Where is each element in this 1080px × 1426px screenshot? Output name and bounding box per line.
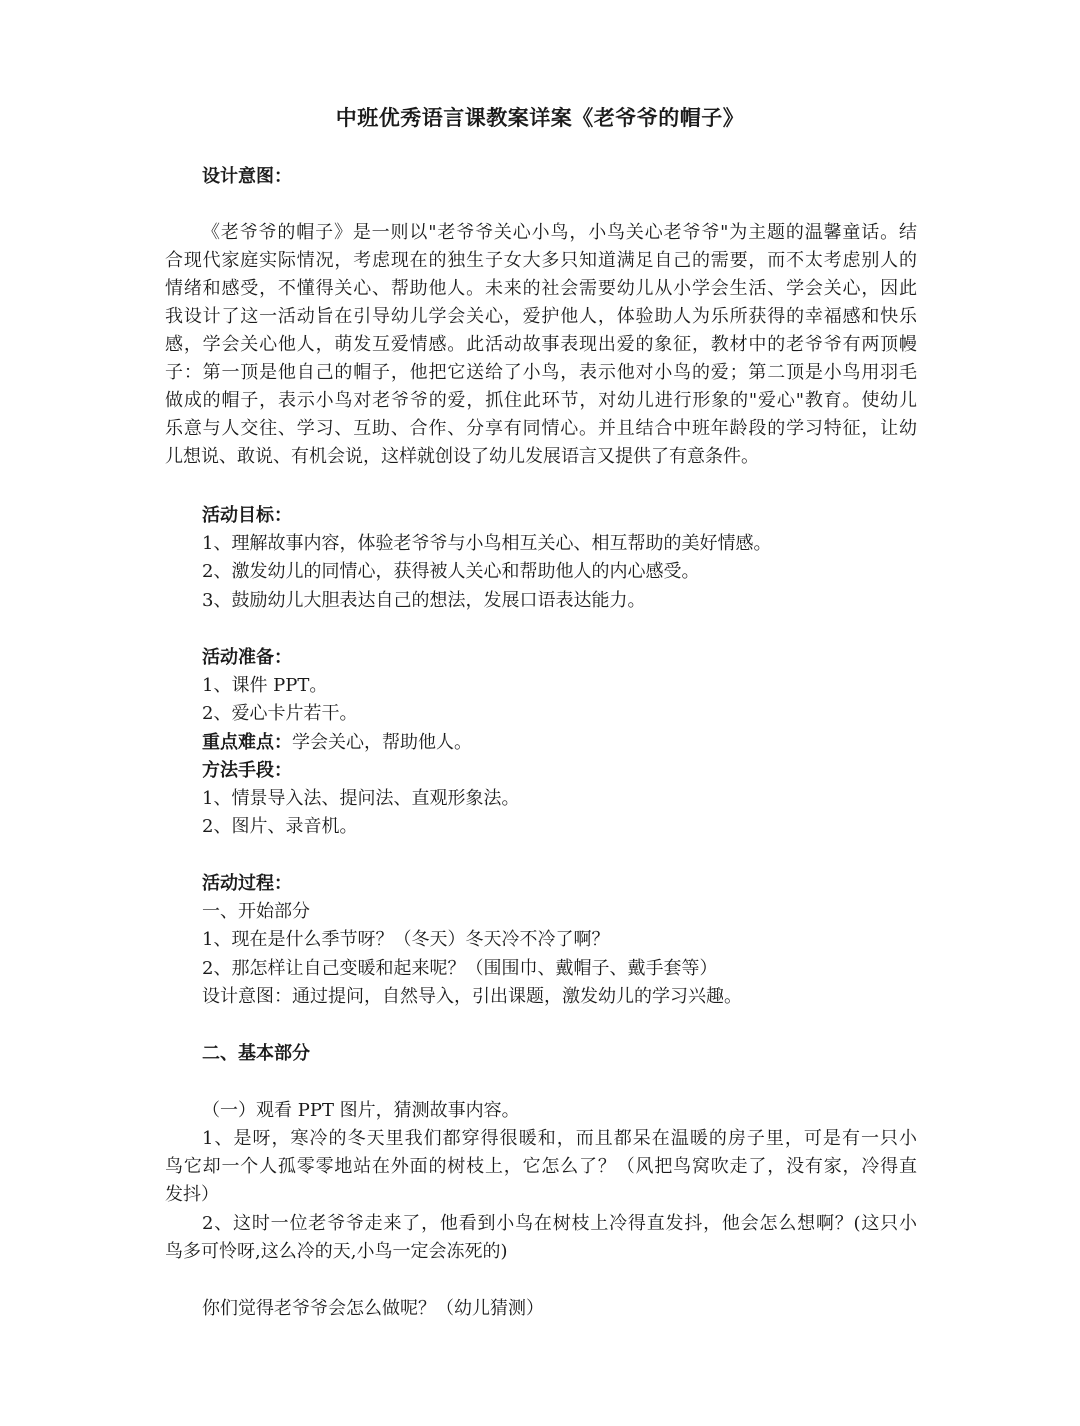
methods-heading: 方法手段：: [202, 760, 292, 781]
part1-title: 一、开始部分: [202, 901, 310, 922]
design-intent-line: 感，学会关心他人，萌发互爱情感。此活动故事表现出爱的象征，教材中的老爷爷有两顶幔: [165, 334, 917, 355]
question-line: 鸟它却一个人孤零零地站在外面的树枝上，它怎么了？（风把鸟窝吹走了，没有家，冷得直: [165, 1156, 917, 1177]
question-line: 1、是呀，寒冷的冬天里我们都穿得很暖和，而且都呆在温暖的房子里，可是有一只小: [202, 1128, 917, 1149]
part1-item: 设计意图：通过提问，自然导入，引出课题，激发幼儿的学习兴趣。: [202, 986, 742, 1007]
question-line: 2、这时一位老爷爷走来了，他看到小鸟在树枝上冷得直发抖，他会怎么想啊？(这只小: [202, 1213, 917, 1234]
design-intent-line: 合现代家庭实际情况，考虑现在的独生子女大多只知道满足自己的需要，而不太考虑别人的: [165, 250, 917, 271]
design-intent-line: 情绪和感受，不懂得关心、帮助他人。未来的社会需要幼儿从小学会生活、学会关心，因此: [165, 278, 917, 299]
part1-item: 2、那怎样让自己变暖和起来呢？（围围巾、戴帽子、戴手套等）: [202, 958, 718, 979]
key-point-line: [202, 729, 472, 757]
design-intent-line: 我设计了这一活动旨在引导幼儿学会关心，爱护他人，体验助人为乐所获得的幸福感和快乐: [165, 306, 917, 327]
preparation-item: 2、爱心卡片若干。: [202, 703, 358, 724]
document-title: 中班优秀语言课教案详案《老爷爷的帽子》: [335, 105, 745, 130]
question-line: 你们觉得老爷爷会怎么做呢？（幼儿猜测）: [202, 1298, 544, 1319]
design-intent-line: 做成的帽子，表示小鸟对老爷爷的爱，抓住此环节，对幼儿进行形象的"爱心"教育。使幼儿: [165, 390, 917, 411]
question-line: 鸟多可怜呀,这么冷的天,小鸟一定会冻死的): [165, 1241, 508, 1262]
goal-item: 3、鼓励幼儿大胆表达自己的想法，发展口语表达能力。: [202, 590, 646, 611]
key-point-label: 重点难点：: [202, 732, 292, 753]
key-point-text: 学会关心，帮助他人。: [292, 732, 472, 753]
question-line: 发抖）: [165, 1184, 219, 1205]
design-intent-line: 子：第一顶是他自己的帽子，他把它送给了小鸟，表示他对小鸟的爱；第二顶是小鸟用羽毛: [165, 362, 917, 383]
process-heading: 活动过程：: [202, 873, 292, 894]
sub-section-title: （一）观看 PPT 图片，猜测故事内容。: [202, 1100, 520, 1121]
part2-title: 二、基本部分: [202, 1043, 310, 1064]
method-item: 2、图片、录音机。: [202, 816, 358, 837]
design-intent-heading: 设计意图：: [202, 166, 292, 187]
part1-item: 1、现在是什么季节呀？（冬天）冬天冷不冷了啊？: [202, 929, 610, 950]
preparation-item: 1、课件 PPT。: [202, 675, 328, 696]
goal-item: 1、理解故事内容，体验老爷爷与小鸟相互关心、相互帮助的美好情感。: [202, 533, 772, 554]
design-intent-line: 儿想说、敢说、有机会说，这样就创设了幼儿发展语言又提供了有意条件。: [165, 446, 759, 467]
goal-item: 2、激发幼儿的同情心，获得被人关心和帮助他人的内心感受。: [202, 561, 700, 582]
method-item: 1、情景导入法、提问法、直观形象法。: [202, 788, 520, 809]
design-intent-line: 《老爷爷的帽子》是一则以"老爷爷关心小鸟，小鸟关心老爷爷"为主题的温馨童话。结: [202, 222, 917, 243]
preparation-heading: 活动准备：: [202, 647, 292, 668]
design-intent-line: 乐意与人交往、学习、互助、合作、分享有同情心。并且结合中班年龄段的学习特征，让幼: [165, 418, 917, 439]
goals-heading: 活动目标：: [202, 505, 292, 526]
